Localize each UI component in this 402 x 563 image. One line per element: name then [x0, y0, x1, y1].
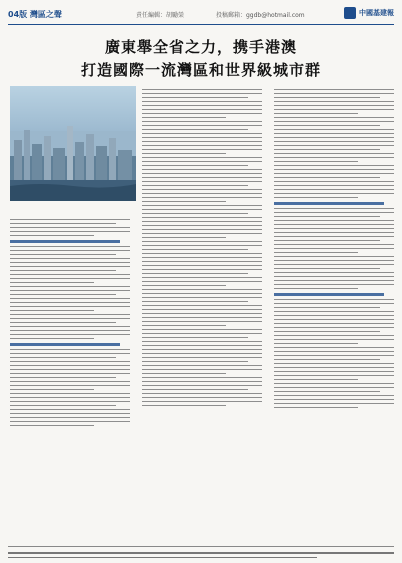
text-line: [142, 345, 262, 347]
text-line: [142, 373, 226, 375]
text-line: [142, 261, 262, 263]
text-line: [274, 193, 394, 195]
text-line: [274, 137, 394, 139]
text-line: [142, 205, 262, 207]
text-line: [10, 231, 130, 233]
text-line: [142, 389, 248, 391]
text-line: [10, 219, 130, 221]
text-line: [274, 347, 394, 349]
text-line: [274, 387, 394, 389]
text-line: [274, 169, 394, 171]
text-line: [274, 185, 394, 187]
text-line: [142, 113, 262, 115]
text-line: [10, 377, 116, 379]
text-line: [274, 177, 380, 179]
footer-text-line: [8, 557, 317, 559]
text-line: [274, 165, 394, 167]
text-line: [142, 281, 262, 283]
text-line: [142, 293, 262, 295]
text-line: [142, 337, 248, 339]
text-line: [142, 273, 248, 275]
text-line: [142, 229, 262, 231]
text-line: [10, 393, 130, 395]
text-line: [142, 89, 262, 91]
text-line: [142, 109, 262, 111]
text-line: [142, 257, 262, 259]
text-line: [142, 201, 226, 203]
text-line: [142, 141, 262, 143]
text-line: [10, 322, 116, 324]
footer-text-line: [8, 552, 394, 554]
text-line: [10, 369, 130, 371]
text-line: [10, 266, 130, 268]
text-line: [274, 252, 358, 254]
text-line: [10, 353, 130, 355]
text-line: [10, 278, 130, 280]
text-line: [10, 357, 116, 359]
text-line: [142, 121, 262, 123]
text-line: [274, 335, 394, 337]
text-line: [10, 262, 130, 264]
page-header: [8, 6, 394, 25]
text-line: [142, 405, 226, 407]
text-line: [10, 310, 94, 312]
text-line: [274, 407, 358, 409]
text-line: [142, 365, 262, 367]
text-line: [274, 272, 394, 274]
text-line: [10, 298, 130, 300]
text-line: [274, 379, 358, 381]
text-line: [274, 260, 394, 262]
text-line: [142, 401, 262, 403]
text-line: [10, 397, 130, 399]
text-line: [274, 256, 394, 258]
text-line: [142, 369, 262, 371]
text-line: [274, 367, 394, 369]
text-line: [142, 333, 262, 335]
text-line: [142, 225, 262, 227]
text-line: [142, 133, 262, 135]
text-line: [142, 221, 262, 223]
text-line: [142, 309, 262, 311]
text-line: [274, 161, 358, 163]
text-line: [274, 343, 358, 345]
text-line: [274, 244, 394, 246]
text-line: [142, 253, 262, 255]
column-3: [274, 86, 394, 538]
logo-icon: [344, 7, 356, 19]
text-line: [10, 405, 116, 407]
text-line: [274, 268, 380, 270]
text-line: [274, 264, 394, 266]
text-line: [142, 341, 262, 343]
text-line: [142, 357, 262, 359]
text-line: [142, 169, 262, 171]
text-line: [274, 157, 394, 159]
text-line: [274, 145, 394, 147]
page-section-label: 04版 灣區之聲: [8, 10, 62, 19]
text-line: [10, 334, 130, 336]
text-line: [10, 385, 130, 387]
text-line: [274, 109, 394, 111]
text-line: [10, 227, 130, 229]
text-line: [10, 302, 130, 304]
text-line: [274, 315, 394, 317]
text-line: [10, 306, 130, 308]
text-line: [142, 213, 248, 215]
text-line: [274, 276, 394, 278]
text-line: [142, 145, 262, 147]
text-line: [10, 413, 130, 415]
text-line: [274, 399, 394, 401]
text-line: [274, 117, 394, 119]
text-line: [10, 282, 94, 284]
text-line: [274, 307, 380, 309]
text-line: [142, 361, 248, 363]
text-line: [10, 421, 130, 423]
text-line: [142, 313, 262, 315]
text-line: [142, 289, 262, 291]
text-line: [142, 181, 262, 183]
text-line: [10, 223, 116, 225]
text-line: [10, 314, 130, 316]
text-line: [10, 409, 130, 411]
text-line: [10, 389, 94, 391]
text-line: [10, 270, 116, 272]
text-line: [142, 305, 262, 307]
text-line: [10, 373, 130, 375]
text-line: [274, 327, 394, 329]
text-line: [10, 417, 130, 419]
headline-line-1: 廣東舉全省之力，携手港澳: [104, 38, 297, 56]
text-line: [142, 381, 262, 383]
text-line: [274, 149, 380, 151]
text-line: [10, 381, 130, 383]
text-line: [274, 303, 394, 305]
text-line: [142, 129, 248, 131]
text-line: [10, 330, 130, 332]
text-line: [274, 212, 394, 214]
page-footer: [8, 546, 394, 561]
text-line: [142, 233, 262, 235]
text-line: [274, 216, 380, 218]
brand-name: 中國基建報: [359, 9, 394, 17]
text-line: [274, 232, 394, 234]
text-line: [274, 197, 358, 199]
text-line: [142, 197, 262, 199]
text-line: [142, 265, 262, 267]
text-line: [10, 254, 116, 256]
text-line: [274, 371, 394, 373]
text-line: [142, 105, 262, 107]
text-line: [142, 153, 226, 155]
text-line: [274, 101, 394, 103]
text-line: [274, 323, 394, 325]
text-line: [274, 181, 394, 183]
text-line: [274, 395, 394, 397]
text-line: [142, 149, 262, 151]
text-line: [142, 321, 262, 323]
text-line: [142, 353, 262, 355]
text-line: [142, 377, 262, 379]
text-line: [274, 383, 394, 385]
section-heading: [274, 293, 384, 296]
text-line: [274, 228, 394, 230]
text-line: [142, 325, 226, 327]
text-line: [10, 294, 116, 296]
text-line: [142, 241, 262, 243]
text-line: [274, 105, 394, 107]
text-line: [274, 220, 394, 222]
text-line: [274, 93, 394, 95]
text-line: [274, 189, 394, 191]
text-line: [274, 141, 394, 143]
text-line: [142, 249, 248, 251]
text-line: [10, 258, 130, 260]
text-line: [10, 274, 130, 276]
text-line: [142, 385, 262, 387]
masthead-logo: [344, 7, 394, 19]
text-line: [274, 224, 394, 226]
article-body: [10, 86, 394, 538]
text-line: [274, 359, 380, 361]
text-line: [10, 286, 130, 288]
text-line: [274, 299, 394, 301]
text-line: [10, 425, 94, 427]
text-line: [274, 311, 394, 313]
text-line: [10, 235, 94, 237]
text-line: [274, 113, 358, 115]
text-line: [142, 317, 262, 319]
text-line: [142, 125, 262, 127]
text-line: [142, 209, 262, 211]
text-line: [142, 101, 262, 103]
text-line: [274, 363, 394, 365]
text-line: [10, 290, 130, 292]
text-line: [274, 121, 394, 123]
text-line: [142, 97, 248, 99]
text-line: [142, 301, 248, 303]
text-line: [274, 173, 394, 175]
text-line: [142, 165, 248, 167]
section-heading: [10, 343, 120, 346]
section-heading: [10, 240, 120, 243]
text-line: [142, 297, 262, 299]
text-line: [274, 236, 394, 238]
text-line: [274, 339, 394, 341]
text-line: [142, 173, 262, 175]
text-line: [274, 375, 394, 377]
text-line: [10, 365, 130, 367]
text-line: [274, 208, 394, 210]
text-line: [142, 277, 262, 279]
text-line: [10, 318, 130, 320]
text-line: [274, 97, 380, 99]
text-line: [142, 329, 262, 331]
text-line: [10, 338, 94, 340]
editor-label: 責任編輯：胡勵榮: [136, 12, 185, 19]
text-line: [274, 351, 394, 353]
text-line: [142, 285, 226, 287]
text-line: [142, 117, 226, 119]
text-line: [274, 248, 394, 250]
contact-email[interactable]: 投稿郵箱：ggdb@hotmail.com: [216, 12, 305, 19]
text-line: [142, 137, 262, 139]
text-line: [10, 349, 130, 351]
text-line: [142, 245, 262, 247]
text-line: [142, 189, 262, 191]
text-line: [274, 403, 394, 405]
text-line: [10, 250, 130, 252]
text-line: [142, 237, 226, 239]
text-line: [274, 391, 380, 393]
text-line: [142, 269, 262, 271]
text-line: [274, 319, 394, 321]
text-line: [142, 177, 262, 179]
text-line: [274, 125, 380, 127]
text-line: [10, 401, 130, 403]
text-line: [274, 89, 394, 91]
text-line: [10, 326, 130, 328]
section-heading: [274, 202, 384, 205]
text-line: [274, 129, 394, 131]
text-line: [10, 361, 130, 363]
column-2: [142, 86, 262, 538]
column-1: [10, 216, 130, 538]
headline-line-2: 打造國際一流灣區和世界級城市群: [80, 61, 321, 79]
text-line: [142, 349, 262, 351]
text-line: [274, 288, 358, 290]
text-line: [142, 157, 262, 159]
text-line: [274, 133, 394, 135]
text-line: [274, 355, 394, 357]
text-line: [142, 185, 248, 187]
text-line: [142, 93, 262, 95]
text-line: [274, 280, 394, 282]
text-line: [10, 246, 130, 248]
text-line: [142, 397, 262, 399]
text-line: [274, 240, 380, 242]
text-line: [142, 217, 262, 219]
text-line: [142, 193, 262, 195]
text-line: [142, 393, 262, 395]
headline: [0, 36, 402, 80]
text-line: [274, 331, 380, 333]
text-line: [142, 161, 262, 163]
text-line: [274, 284, 394, 286]
text-line: [274, 153, 394, 155]
